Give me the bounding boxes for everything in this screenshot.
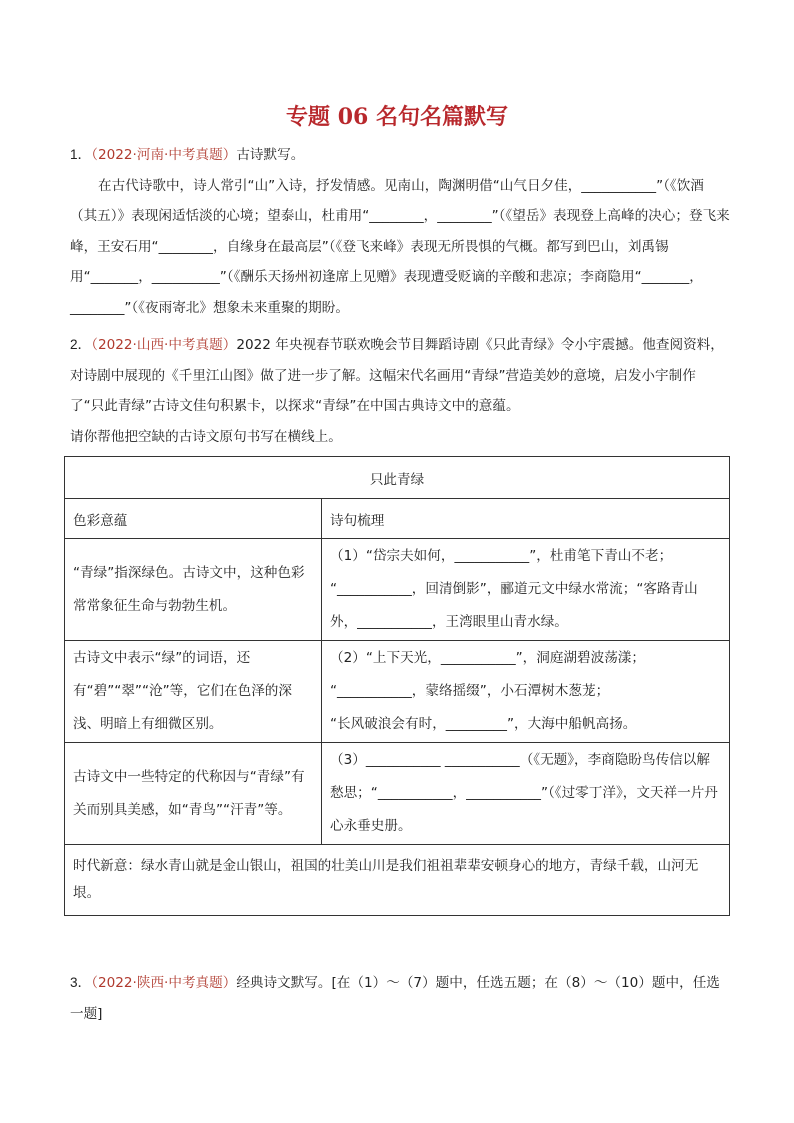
- page-title: 专题 06 名句名篇默写: [286, 104, 508, 130]
- question-2: [70, 330, 730, 452]
- row-line: “___________，回清倒影”，郦道元文中绿水常流；“客路青山外，___________，王湾眼里山青水绿。: [330, 581, 698, 630]
- column-header-lines: 诗句梳理: [322, 499, 730, 539]
- question-source: （2022·陕西·中考真题）: [91, 975, 237, 991]
- row-lines: [322, 641, 730, 743]
- table-footer: 时代新意：绿水青山就是金山银山，祖国的壮美山川是我们祖祖辈辈安顿身心的地方，青绿千载，山河无垠。: [65, 845, 730, 916]
- row-lines: [322, 743, 730, 845]
- row-line: “___________，蒙络摇缀”，小石潭树木葱茏；: [330, 683, 610, 699]
- question-number: 1．: [70, 147, 92, 162]
- question-1: [70, 140, 730, 323]
- row-line: （3）___________ ___________（《无题》，李商隐盼鸟传信以解愁思；“___________，___________”（《过零丁洋》，文天祥一片丹心永垂史册。: [330, 752, 718, 834]
- row-meaning: 古诗文中一些特定的代称因与“青绿”有关而别具美感，如“青鸟”“汗青”等。: [65, 743, 322, 845]
- question-lead: 古诗默写。: [236, 147, 305, 163]
- question-intro-text: 2022 年央视春节联欢晚会节目舞蹈诗剧《只此青绿》令小宇震撼。他查阅资料，对诗剧中展现的《千里江山图》做了进一步了解。这幅宋代名画用“青绿”营造美妙的意境，启发小宇制作了“只此青绿”古诗文佳句积累卡，以探求“青绿”在中国古典诗文中的意蕴。: [70, 337, 724, 414]
- question-source: （2022·山西·中考真题）: [91, 337, 237, 353]
- column-header-meaning: 色彩意蕴: [65, 499, 322, 539]
- row-line: （1）“岱宗夫如何，___________”，杜甫笔下青山不老；: [330, 548, 673, 564]
- question-number: 2．: [70, 337, 92, 352]
- row-line: （2）“上下天光，___________”，洞庭湖碧波荡漾；: [330, 650, 645, 666]
- question-2-intro: [70, 330, 730, 422]
- row-meaning: “青绿”指深绿色。古诗文中，这种色彩常常象征生命与勃勃生机。: [65, 539, 322, 641]
- poetry-table: [64, 456, 730, 916]
- table-row: [65, 641, 730, 743]
- row-meaning: 古诗文中表示“绿”的词语，还有“碧”“翠”“沧”等，它们在色泽的深浅、明暗上有细微区别。: [65, 641, 322, 743]
- row-lines: [322, 539, 730, 641]
- question-2-instruction: 请你帮他把空缺的古诗文原句书写在横线上。: [70, 428, 342, 445]
- table-row: [65, 743, 730, 845]
- question-3-text: 经典诗文默写。[在（1）～（7）题中，任选五题；在（8）～（10）题中，任选一题]: [70, 975, 720, 1022]
- question-3: [70, 968, 730, 1029]
- row-line: “长风破浪会有时，_________”，大海中船帆高扬。: [330, 716, 637, 732]
- table-row: [65, 539, 730, 641]
- question-1-body: 在古代诗歌中，诗人常引“山”入诗，抒发情感。见南山，陶渊明借“山气日夕佳，___________”（《饮酒（其五）》表现闲适恬淡的心境；望泰山，杜甫用“________，________”（《望岳》表现登上高峰的决心；登飞来峰，王安石用“________，自缘身在最高层”（《登飞来峰》表现无所畏惧的气概。都写到巴山，刘禹锡用“_______，__________”（《酬乐天扬州初逢席上见赠》表现遭受贬谪的辛酸和悲凉；李商隐用“_______，________”（《夜雨寄北》想象未来重聚的期盼。: [70, 177, 730, 316]
- table-header: 只此青绿: [65, 457, 730, 499]
- question-1-header: [70, 140, 730, 171]
- question-number: 3．: [70, 975, 92, 990]
- question-source: （2022·河南·中考真题）: [91, 147, 237, 163]
